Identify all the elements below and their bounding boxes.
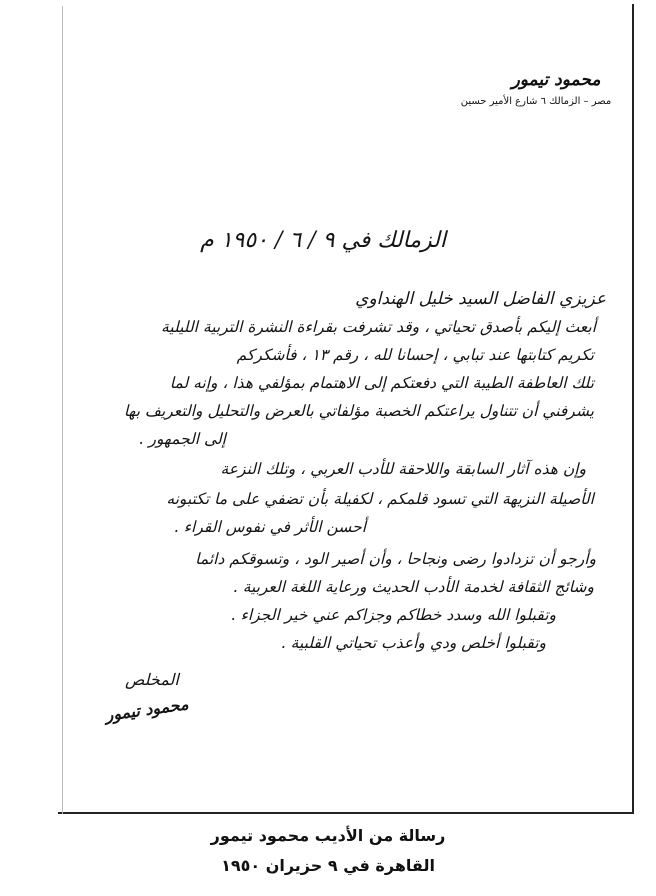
- body-line: يشرفني أن تتناول يراعتكم الخصبة مؤلفاتي بالعرض والتحليل والتعريف بها: [123, 402, 594, 420]
- body-line: إلى الجمهور .: [138, 430, 226, 448]
- letterhead-name: محمود تيمور: [511, 70, 601, 90]
- body-line: تلك العاطفة الطيبة التي دفعتكم إلى الاهتمام بمؤلفي هذا ، وإنه لما: [169, 374, 594, 392]
- sheet-edge: [62, 6, 63, 814]
- letter-date: الزمالك في ٩ / ٦ / ١٩٥٠ م: [200, 228, 446, 253]
- caption-place-date: القاهرة في ٩ حزيران ١٩٥٠: [221, 856, 435, 875]
- signature: محمود تيمور: [104, 694, 190, 725]
- letterhead: [336, 70, 636, 107]
- body-line: وتقبلوا أخلص ودي وأعذب تحياتي القلبية .: [280, 634, 546, 652]
- body-line: وإن هذه آثار السابقة واللاحقة للأدب العربي ، وتلك النزعة: [220, 460, 586, 478]
- caption-title: رسالة من الأديب محمود تيمور: [210, 826, 446, 845]
- letter-salutation: عزيزي الفاضل السيد خليل الهنداوي: [355, 289, 606, 309]
- closing-label: المخلص: [125, 670, 179, 689]
- body-line: أحسن الأثر في نفوس القراء .: [173, 518, 366, 536]
- body-line: الأصيلة النزيهة التي تسود قلمكم ، لكفيلة بأن تضفي على ما تكتبونه: [166, 490, 594, 508]
- body-line: وشائج الثقافة لخدمة الأدب الحديث ورعاية اللغة العربية .: [232, 578, 594, 596]
- body-line: أبعث إليكم بأصدق تحياتي ، وقد تشرفت بقراءة النشرة التربية الليلية: [161, 318, 596, 336]
- body-line: تكريم كتابتها عند تبابي ، إحسانا لله ، رقم ١٣ ، فأشكركم: [236, 346, 594, 364]
- body-line: وتقبلوا الله وسدد خطاكم وجزاكم عني خير الجزاء .: [230, 606, 556, 624]
- letterhead-address: مصر – الزمالك ٦ شارع الأمير حسين: [460, 96, 612, 107]
- body-line: وأرجو أن تزدادوا رضى ونجاحا ، وأن أصير الود ، وتسوقكم دائما: [195, 550, 596, 568]
